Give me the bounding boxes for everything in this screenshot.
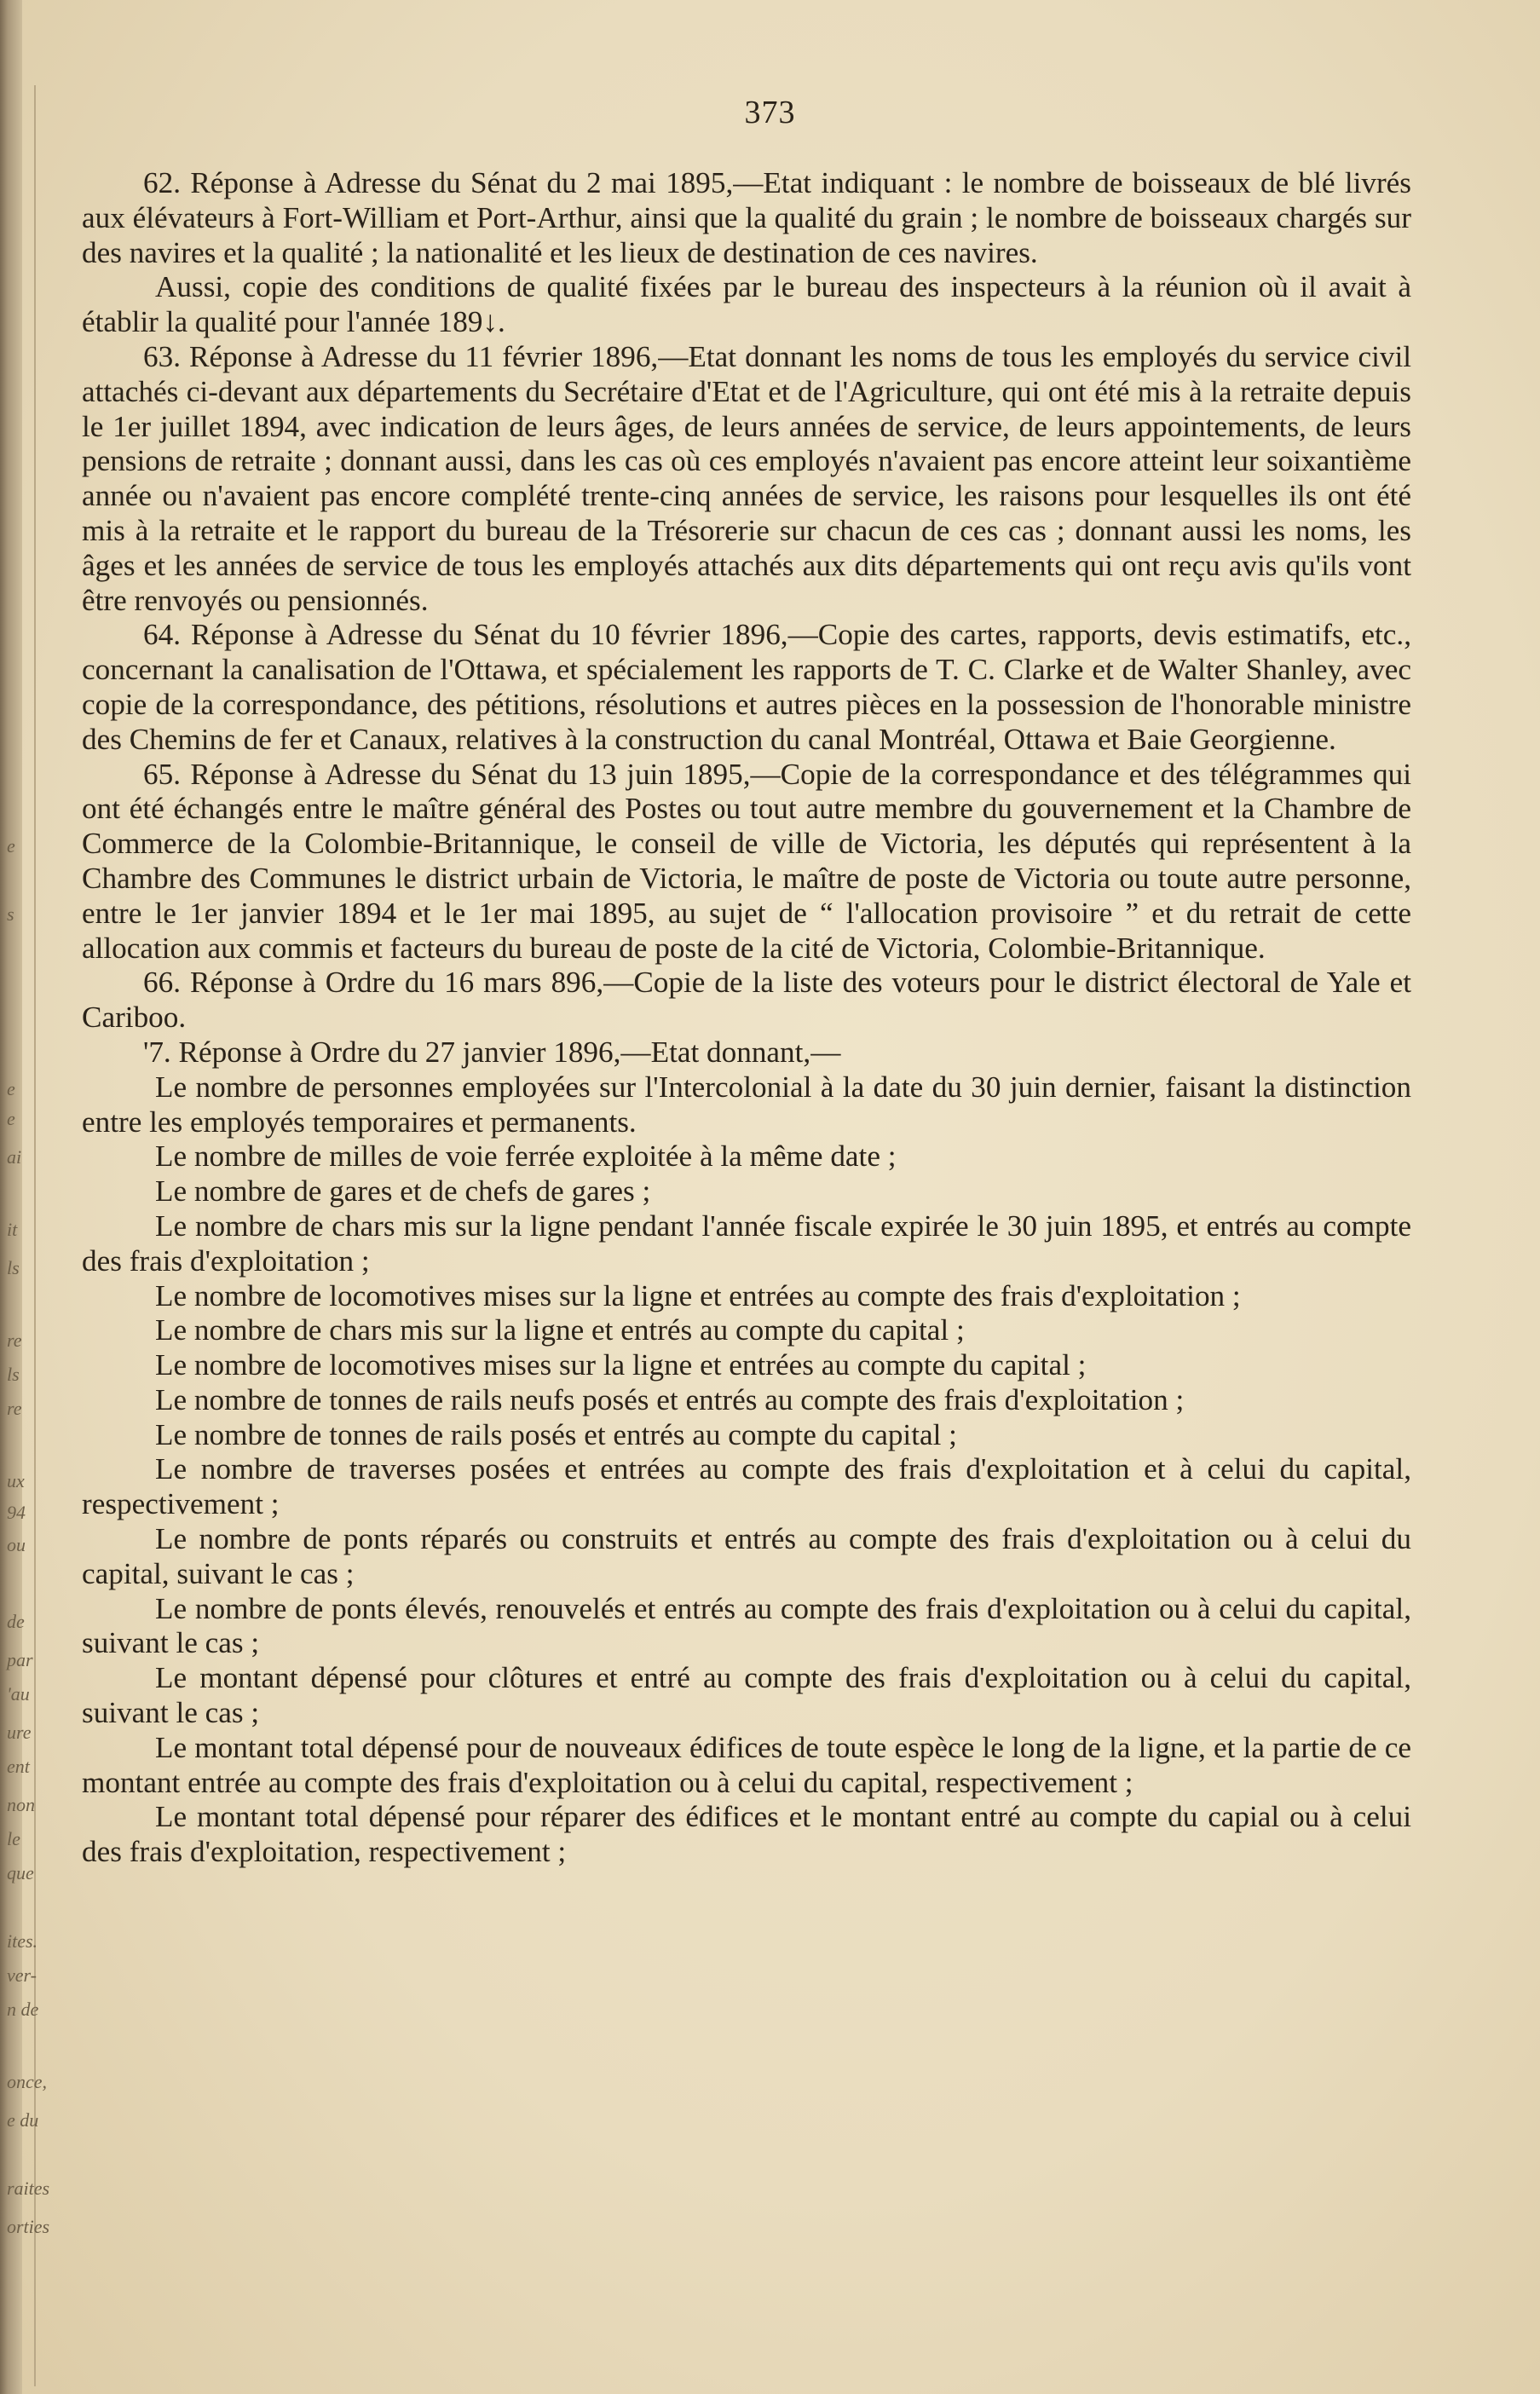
margin-fragment: raites (7, 2178, 50, 2199)
entry-62: 62. Réponse à Adresse du Sénat du 2 mai 1895,—Etat indiquant : le nombre de boisseaux de blé livrés aux élévateurs à Fort-William et Port-Arthur, ainsi que la qualité du grain ; le nombre de boisseaux chargés sur des navires et la qualité ; la nationalité et les lieux de destination de ces navires. (82, 166, 1411, 269)
entry-67-line: Le nombre de tonnes de rails neufs posés et entrés au compte des frais d'exploitation ; (155, 1382, 1185, 1416)
margin-fragment: e du (7, 2109, 39, 2131)
margin-fragment: orties (7, 2216, 50, 2237)
margin-fragment: ux (7, 1470, 25, 1491)
margin-fragment: re (7, 1398, 22, 1419)
entry-62-note: Aussi, copie des conditions de qualité fixées par le bureau des inspecteurs à la réunion où il avait à établir la qualité pour l'année 189↓. (82, 270, 1411, 339)
margin-fragment: non (7, 1794, 35, 1815)
margin-fragment: 'au (7, 1683, 30, 1705)
entry-64: 64. Réponse à Adresse du Sénat du 10 février 1896,—Copie des cartes, rapports, devis estimatifs, etc., concernant la canalisation de l'Ottawa, et spécialement les rapports de T. C. Clarke et de Walter Shanley, avec copie de la correspondance, des pétitions, résolutions et autres pièces en la possession de l'honorable ministre des Chemins de fer et Canaux, relatives à la construction du canal Montréal, Ottawa et Baie Georgienne. (82, 618, 1411, 756)
margin-fragment: e (7, 1078, 15, 1099)
margin-fragment: le (7, 1828, 20, 1849)
margin-fragment: s (7, 903, 14, 925)
margin-fragment: ent (7, 1756, 30, 1777)
margin-fragment: n de (7, 1999, 39, 2020)
margin-fragment: re (7, 1330, 22, 1351)
margin-fragment: ls (7, 1364, 20, 1385)
facing-page-margin (0, 0, 50, 2394)
margin-fragment: e (7, 835, 15, 857)
entry-67-line: Le nombre de chars mis sur la ligne et entrés au compte du capital ; (155, 1313, 965, 1347)
entry-67: '7. Réponse à Ordre du 27 janvier 1896,—Etat donnant,— (143, 1035, 841, 1069)
margin-fragment: ou (7, 1534, 26, 1555)
entry-67-line: Le nombre de locomotives mises sur la ligne et entrées au compte du capital ; (155, 1348, 1087, 1382)
margin-fragment: it (7, 1219, 18, 1240)
entry-67-line: Le montant dépensé pour clôtures et entré au compte des frais d'exploitation ou à celui du capital, suivant le cas ; (82, 1661, 1411, 1730)
margin-fragment: par (7, 1649, 33, 1670)
entry-66: 66. Réponse à Ordre du 16 mars 896,—Copie de la liste des voteurs pour le district électoral de Yale et Cariboo. (82, 966, 1411, 1035)
entry-67-line: Le nombre de gares et de chefs de gares ; (155, 1174, 651, 1209)
entry-67-line: Le nombre de chars mis sur la ligne pendant l'année fiscale expirée le 30 juin 1895, et entrés au compte des frais d'exploitation ; (82, 1209, 1411, 1278)
entry-67-line: Le nombre de ponts élevés, renouvelés et entrés au compte des frais d'exploitation ou à celui du capital, suivant le cas ; (82, 1591, 1411, 1660)
margin-fragment: ure (7, 1722, 32, 1743)
entry-67-line: Le montant total dépensé pour réparer des édifices et le montant entré au compte du capial ou à celui des frais d'exploitation, respectivement ; (82, 1800, 1411, 1869)
entry-67-line: Le nombre de personnes employées sur l'Intercolonial à la date du 30 juin dernier, faisant la distinction entre les employés temporaires et permanents. (82, 1070, 1411, 1139)
margin-fragment: ver- (7, 1964, 37, 1986)
entry-67-line: Le nombre de locomotives mises sur la ligne et entrées au compte des frais d'exploitation ; (155, 1278, 1241, 1312)
margin-fragment: de (7, 1611, 25, 1632)
margin-fragment: ls (7, 1257, 20, 1278)
entry-67-line: Le nombre de ponts réparés ou construits et entrés au compte des frais d'exploitation ou à celui du capital, suivant le cas ; (82, 1522, 1411, 1590)
margin-fragment: e (7, 1108, 15, 1129)
entry-67-line: Le nombre de milles de voie ferrée exploitée à la même date ; (155, 1139, 897, 1174)
margin-fragment: once, (7, 2071, 48, 2092)
entry-63: 63. Réponse à Adresse du 11 février 1896,—Etat donnant les noms de tous les employés du service civil attachés ci-devant aux départements du Secrétaire d'Etat et de l'Agriculture, qui ont été mis à la retraite depuis le 1er juillet 1894, avec indication de leurs âges, de leurs années de service, de leurs appointements, de leurs pensions de retraite ; donnant aussi, dans les cas où ces employés n'avaient pas encore atteint leur soixantième année ou n'avaient pas encore complété trente-cinq années de service, les raisons pour lesquelles ils ont été mis à la retraite et le rapport du bureau de la Trésorerie sur chacun de ces cas ; donnant aussi les noms, les âges et les années de service de tous les employés attachés aux dits départements qui ont reçu avis qu'ils vont être renvoyés ou pensionnés. (82, 339, 1411, 617)
page-number: 373 (744, 95, 796, 130)
margin-fragment: que (7, 1862, 34, 1883)
entry-67-line: Le nombre de tonnes de rails posés et entrés au compte du capital ; (155, 1417, 957, 1451)
entry-67-line: Le montant total dépensé pour de nouveaux édifices de toute espèce le long de la ligne, et la partie de ce montant entrée au compte des frais d'exploitation ou à celui du capital, respectivement ; (82, 1730, 1411, 1799)
entry-67-line: Le nombre de traverses posées et entrées au compte des frais d'exploitation et à celui du capital, respectivement ; (82, 1452, 1411, 1521)
margin-fragment: 94 (7, 1502, 26, 1523)
margin-fragment: ites. (7, 1930, 38, 1952)
margin-fragment: ai (7, 1146, 22, 1168)
entry-65: 65. Réponse à Adresse du Sénat du 13 juin 1895,—Copie de la correspondance et des télégrammes qui ont été échangés entre le maître général des Postes ou tout autre membre du gouvernement et la Chambre de Commerce de la Colombie-Britannique, le conseil de ville de Victoria, les députés qui représentent à la Chambre des Communes le district urbain de Victoria, le maître de poste de Victoria ou toute autre personne, entre le 1er janvier 1894 et le 1er mai 1895, au sujet de “ l'allocation provisoire ” et du retrait de cette allocation aux commis et facteurs du bureau de poste de la cité de Victoria, Colombie-Britannique. (82, 757, 1411, 965)
document-body (82, 166, 1411, 1870)
